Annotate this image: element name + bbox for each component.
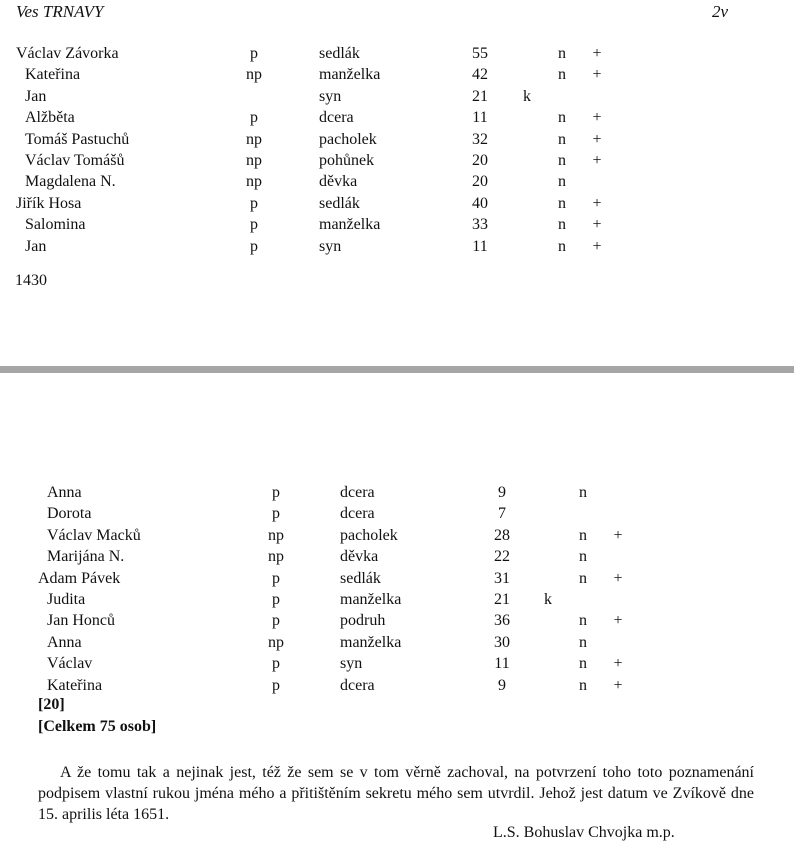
table-row bbox=[0, 214, 794, 235]
role-cell: manželka bbox=[319, 66, 381, 84]
person-name: Magdalena N. bbox=[25, 173, 116, 191]
role-cell: pohůnek bbox=[319, 152, 375, 169]
table-row bbox=[0, 482, 794, 503]
age-cell: 42 bbox=[472, 66, 488, 84]
k-mark-cell: k bbox=[544, 591, 552, 608]
age-cell: 7 bbox=[498, 505, 506, 523]
page-count: [20] bbox=[38, 696, 65, 713]
person-name: Jan bbox=[25, 237, 47, 255]
role-cell: dcera bbox=[340, 484, 375, 501]
age-cell: 11 bbox=[472, 237, 488, 255]
age-cell: 36 bbox=[494, 612, 510, 630]
n-mark-cell: n bbox=[558, 173, 566, 191]
table-row bbox=[0, 129, 794, 150]
person-name: Jan bbox=[25, 87, 47, 105]
status-cell: np bbox=[246, 66, 262, 84]
role-cell: podruh bbox=[340, 612, 386, 630]
status-cell: p bbox=[272, 591, 280, 608]
n-mark-cell: n bbox=[558, 130, 566, 148]
plus-mark-cell: + bbox=[613, 569, 623, 587]
table-row bbox=[0, 86, 794, 107]
n-mark-cell: n bbox=[558, 237, 566, 255]
plus-mark-cell: + bbox=[613, 526, 623, 544]
status-cell: np bbox=[268, 633, 284, 651]
table-row bbox=[0, 193, 794, 214]
person-name: Anna bbox=[47, 484, 82, 501]
person-name: Salomina bbox=[25, 216, 86, 234]
role-cell: dcera bbox=[340, 676, 375, 694]
status-cell: p bbox=[272, 676, 280, 694]
person-name: Václav Tomášů bbox=[25, 152, 125, 169]
role-cell: sedlák bbox=[340, 569, 381, 587]
role-cell: manželka bbox=[319, 216, 381, 234]
closing-paragraph bbox=[38, 762, 754, 825]
status-cell: p bbox=[272, 505, 280, 523]
status-cell: p bbox=[250, 109, 258, 127]
age-cell: 22 bbox=[494, 548, 510, 566]
person-name: Judita bbox=[47, 591, 86, 608]
role-cell: dcera bbox=[319, 109, 354, 127]
n-mark-cell: n bbox=[579, 526, 587, 544]
person-name: Alžběta bbox=[25, 109, 75, 127]
person-name: Jiřík Hosa bbox=[16, 194, 82, 212]
age-cell: 32 bbox=[472, 130, 488, 148]
table-row bbox=[0, 64, 794, 85]
status-cell: p bbox=[272, 612, 280, 630]
n-mark-cell: n bbox=[558, 109, 566, 127]
n-mark-cell: n bbox=[558, 216, 566, 234]
age-cell: 55 bbox=[472, 45, 488, 62]
role-cell: manželka bbox=[340, 633, 402, 651]
age-cell: 20 bbox=[472, 152, 488, 169]
plus-mark-cell: + bbox=[592, 109, 602, 127]
person-name: Kateřina bbox=[25, 66, 81, 84]
person-name: Kateřina bbox=[47, 676, 103, 694]
status-cell: p bbox=[250, 45, 258, 62]
header-folio: 2v bbox=[712, 2, 729, 21]
n-mark-cell: n bbox=[579, 569, 587, 587]
age-cell: 9 bbox=[498, 484, 506, 501]
age-cell: 20 bbox=[472, 173, 488, 191]
plus-mark-cell: + bbox=[592, 130, 602, 148]
status-cell: np bbox=[246, 173, 262, 191]
role-cell: děvka bbox=[319, 173, 358, 191]
n-mark-cell: n bbox=[558, 194, 566, 212]
signature: L.S. Bohuslav Chvojka m.p. bbox=[493, 824, 675, 841]
table-row bbox=[0, 610, 794, 631]
role-cell: syn bbox=[340, 655, 363, 673]
status-cell: p bbox=[272, 484, 280, 501]
status-cell: p bbox=[272, 655, 280, 673]
n-mark-cell: n bbox=[579, 633, 587, 651]
age-cell: 21 bbox=[494, 591, 510, 608]
person-name: Václav Závorka bbox=[16, 45, 119, 62]
table-row bbox=[0, 568, 794, 589]
age-cell: 31 bbox=[494, 569, 510, 587]
table-row bbox=[0, 503, 794, 524]
table-row bbox=[0, 236, 794, 257]
age-cell: 30 bbox=[494, 633, 510, 651]
n-mark-cell: n bbox=[558, 152, 566, 169]
plus-mark-cell: + bbox=[592, 216, 602, 234]
plus-mark-cell: + bbox=[592, 66, 602, 84]
status-cell: np bbox=[268, 526, 284, 544]
status-cell: np bbox=[268, 548, 284, 566]
n-mark-cell: n bbox=[579, 548, 587, 566]
role-cell: pacholek bbox=[340, 526, 398, 544]
role-cell: syn bbox=[319, 237, 342, 255]
person-name: Václav bbox=[47, 655, 93, 673]
table-row bbox=[0, 150, 794, 171]
person-name: Tomáš Pastuchů bbox=[25, 130, 130, 148]
closing-paragraph-text: A že tomu tak a nejinak jest, též že sem se v tom věrně zachoval, na potvrzení toho toto poznamenání podpisem vlastní rukou jména mého a přitištěním sekretu mého sem utvrdil. Jehož jest datum ve Zvíkově dne 15. aprilis léta 1651. bbox=[38, 764, 754, 823]
role-cell: pacholek bbox=[319, 130, 377, 148]
plus-mark-cell: + bbox=[592, 152, 602, 169]
page-divider bbox=[0, 366, 794, 373]
plus-mark-cell: + bbox=[592, 45, 602, 62]
table-row bbox=[0, 107, 794, 128]
status-cell: p bbox=[250, 237, 258, 255]
table-row bbox=[0, 171, 794, 192]
person-name: Adam Pávek bbox=[38, 569, 121, 587]
role-cell: sedlák bbox=[319, 194, 360, 212]
n-mark-cell: n bbox=[558, 66, 566, 84]
header-place: Ves TRNAVY bbox=[16, 2, 104, 21]
plus-mark-cell: + bbox=[613, 655, 623, 673]
age-cell: 21 bbox=[472, 87, 488, 105]
person-name: Anna bbox=[47, 633, 82, 651]
k-mark-cell: k bbox=[523, 87, 531, 105]
person-name: Václav Macků bbox=[47, 526, 141, 544]
table-row bbox=[0, 632, 794, 653]
role-cell: děvka bbox=[340, 548, 379, 566]
status-cell: p bbox=[250, 216, 258, 234]
page-number: 1430 bbox=[15, 272, 47, 289]
n-mark-cell: n bbox=[579, 655, 587, 673]
n-mark-cell: n bbox=[558, 45, 566, 62]
plus-mark-cell: + bbox=[613, 676, 623, 694]
age-cell: 40 bbox=[472, 194, 488, 212]
n-mark-cell: n bbox=[579, 484, 587, 501]
status-cell: np bbox=[246, 152, 262, 169]
status-cell: p bbox=[272, 569, 280, 587]
overall-total: [Celkem 75 osob] bbox=[38, 718, 157, 735]
table-row bbox=[0, 675, 794, 696]
role-cell: dcera bbox=[340, 505, 375, 523]
table-row bbox=[0, 525, 794, 546]
role-cell: manželka bbox=[340, 591, 402, 608]
table-row bbox=[0, 546, 794, 567]
status-cell: np bbox=[246, 130, 262, 148]
age-cell: 33 bbox=[472, 216, 488, 234]
plus-mark-cell: + bbox=[592, 194, 602, 212]
table-row bbox=[0, 589, 794, 610]
plus-mark-cell: + bbox=[592, 237, 602, 255]
person-name: Dorota bbox=[47, 505, 92, 523]
status-cell: p bbox=[250, 194, 258, 212]
table-row bbox=[0, 43, 794, 64]
age-cell: 11 bbox=[472, 109, 488, 127]
n-mark-cell: n bbox=[579, 676, 587, 694]
age-cell: 28 bbox=[494, 526, 510, 544]
n-mark-cell: n bbox=[579, 612, 587, 630]
role-cell: syn bbox=[319, 87, 342, 105]
age-cell: 9 bbox=[498, 676, 506, 694]
person-name: Jan Honců bbox=[47, 612, 115, 630]
plus-mark-cell: + bbox=[613, 612, 623, 630]
role-cell: sedlák bbox=[319, 45, 360, 62]
table-row bbox=[0, 653, 794, 674]
age-cell: 11 bbox=[494, 655, 510, 673]
person-name: Marijána N. bbox=[47, 548, 125, 566]
